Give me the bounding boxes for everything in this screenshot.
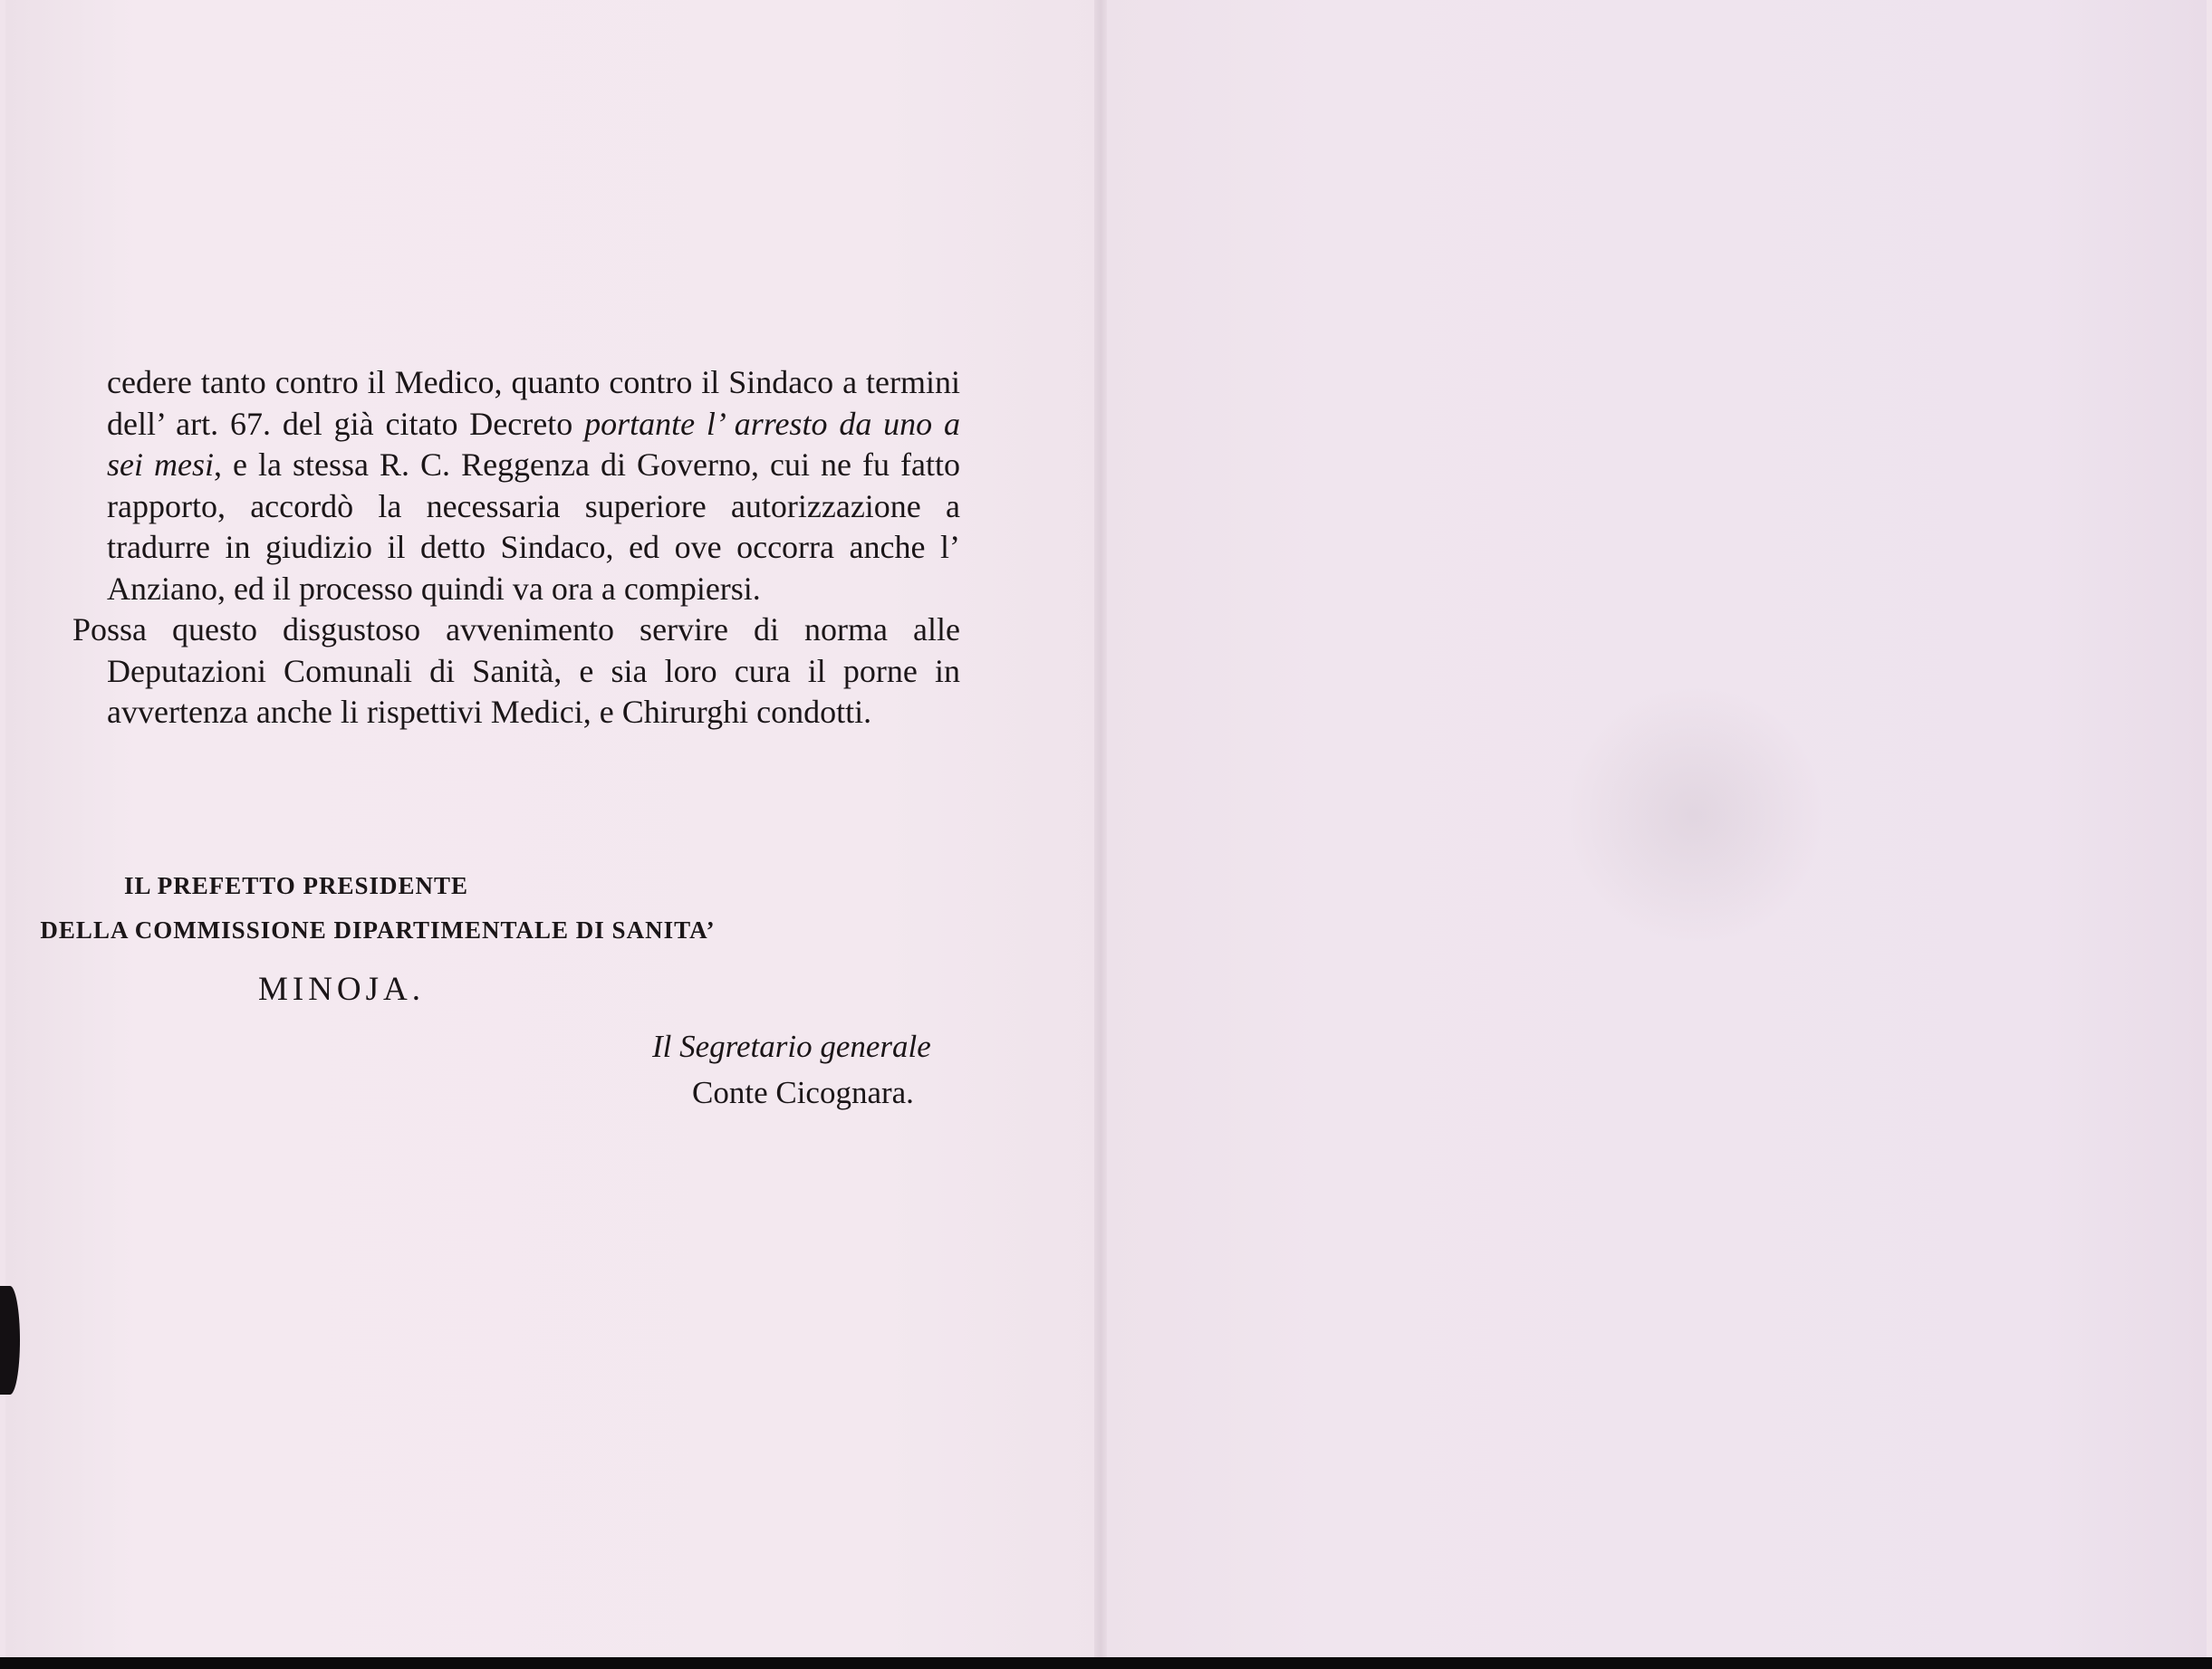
- line-6: ove occorra anche l’ Anziano, ed il processo quindi va ora: [107, 529, 960, 607]
- signature-title-2: DELLA COMMISSIONE DIPARTIMENTALE DI SANITA’: [40, 916, 716, 944]
- line-1: cedere tanto contro il Medico, quanto contro il Sindaco a: [107, 364, 858, 400]
- scan-edge: [0, 1657, 2212, 1669]
- line-5: autorizzazione a tradurre in giudizio il detto Sindaco, ed: [107, 487, 961, 565]
- signature-title-1: IL PREFETTO PRESIDENTE: [123, 872, 469, 899]
- line-4: cui ne fu fatto rapporto, accordò la necessaria superiore: [107, 446, 960, 524]
- left-page: [5, 0, 1100, 1657]
- line-3b: , e la stessa R. C. Reggenza di Governo,: [214, 446, 759, 483]
- paragraph-2: Possa questo disgustoso avvenimento servire di norma alle Deputazioni Comunali di Sanità, e sia loro cura il porne in avvertenza anche li rispettivi Medici, e Chirurghi condotti.: [72, 611, 960, 730]
- line-7: a compiersi.: [601, 570, 761, 607]
- line-2b-italic: portante l’ arresto: [584, 405, 828, 442]
- body-text: [72, 362, 961, 734]
- line-2a: termini dell’ art. 67. del già citato Decreto: [107, 364, 960, 442]
- paragraph-1: [107, 362, 960, 609]
- secretary-title: Il Segretario generale: [652, 1029, 931, 1064]
- line-3a-italic: da uno a sei mesi: [107, 405, 961, 483]
- secretary-name: Conte Cicognara.: [692, 1075, 914, 1110]
- paper-tear: [0, 1286, 20, 1395]
- signature-name: MINOJA.: [257, 971, 426, 1008]
- page-fold: [1094, 0, 1107, 1657]
- ink-bleed-through: [1558, 688, 1830, 942]
